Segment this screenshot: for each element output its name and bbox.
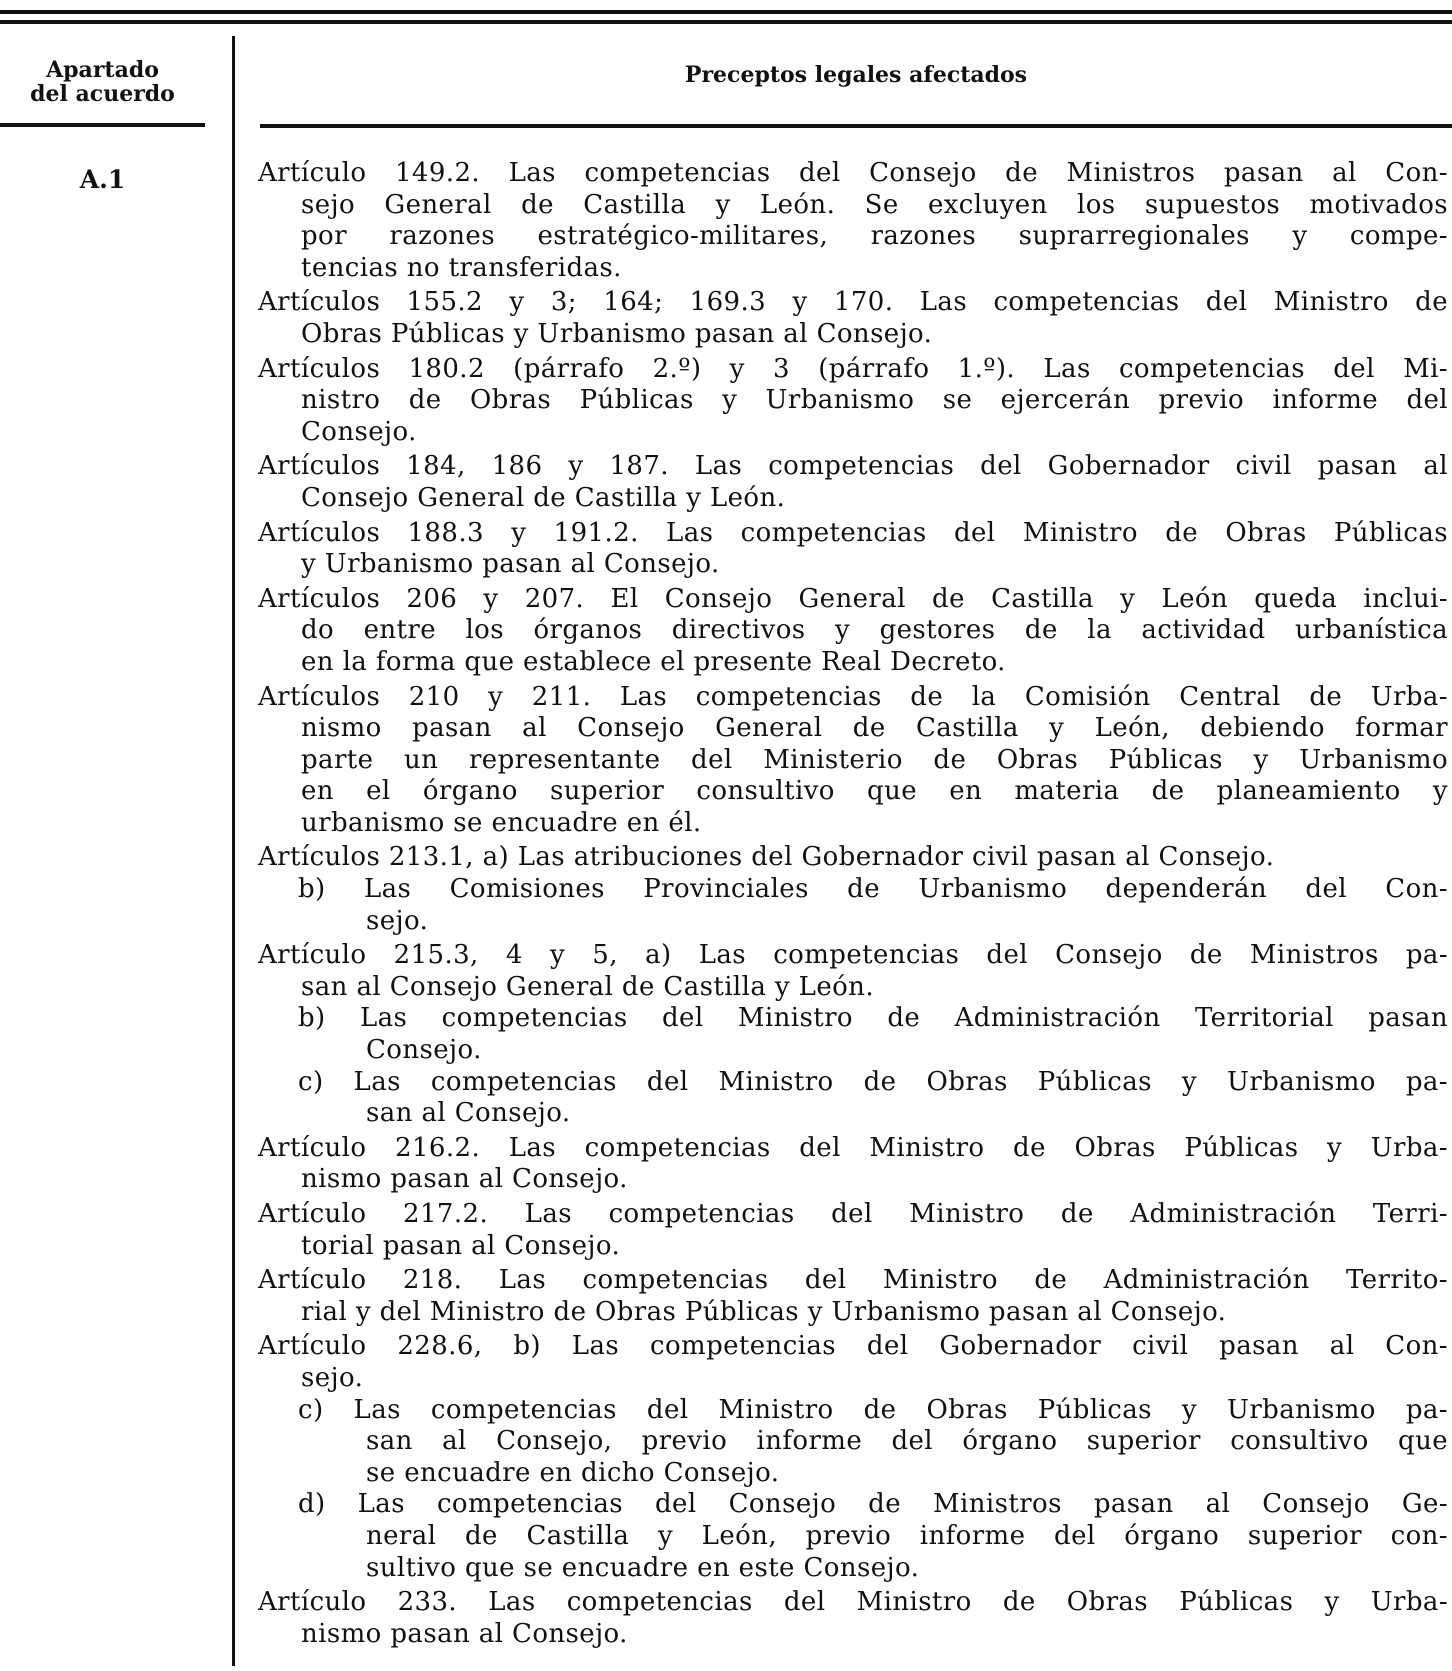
- text-line: b) Las competencias del Ministro de Administración Territorial pasan: [298, 1003, 1448, 1034]
- text-line: b) Las Comisiones Provinciales de Urbanismo dependerán del Con-: [298, 874, 1448, 905]
- text-line: Artículos 213.1, a) Las atribuciones del Gobernador civil pasan al Consejo.: [258, 842, 1275, 873]
- text-line: Artículo 218. Las competencias del Ministro de Administración Territo-: [258, 1265, 1448, 1296]
- precepto-subitem: [258, 1489, 1448, 1584]
- precepto-entry: [258, 584, 1448, 679]
- text-line: Artículos 184, 186 y 187. Las competencias del Gobernador civil pasan al: [258, 451, 1448, 482]
- text-line: sejo.: [301, 1362, 364, 1393]
- text-line: san al Consejo.: [366, 1098, 571, 1129]
- text-line: sejo.: [366, 905, 429, 936]
- precepto-entry: [258, 1587, 1448, 1650]
- header-line: del acuerdo: [30, 81, 175, 107]
- top-rule-1: [0, 10, 1452, 14]
- text-line: se encuadre en dicho Consejo.: [366, 1457, 780, 1488]
- precepto-subitem: [258, 874, 1448, 937]
- text-line: Artículo 233. Las competencias del Ministro de Obras Públicas y Urba-: [258, 1587, 1448, 1618]
- precepto-subitem: [258, 1003, 1448, 1066]
- precepto-entry: [258, 518, 1448, 581]
- text-line: Artículo 217.2. Las competencias del Ministro de Administración Terri-: [258, 1199, 1448, 1229]
- text-line: Artículo 228.6, b) Las competencias del Gobernador civil pasan al Con-: [258, 1331, 1448, 1362]
- text-line: y Urbanismo pasan al Consejo.: [301, 549, 720, 580]
- column-header-apartado: [0, 58, 205, 106]
- precepto-entry: [258, 940, 1448, 1130]
- text-line: nismo pasan al Consejo.: [301, 1618, 628, 1649]
- text-line: por razones estratégico-militares, razones suprarregionales y compe-: [301, 221, 1448, 252]
- text-line: tencias no transferidas.: [301, 252, 622, 283]
- precepto-entry: [258, 158, 1448, 284]
- text-line: d) Las competencias del Consejo de Ministros pasan al Consejo Ge-: [298, 1489, 1448, 1520]
- text-line: Artículos 210 y 211. Las competencias de la Comisión Central de Urba-: [258, 681, 1448, 712]
- text-line: c) Las competencias del Ministro de Obras Públicas y Urbanismo pa-: [298, 1394, 1448, 1425]
- text-line: Consejo.: [301, 416, 417, 447]
- header-line: Apartado: [46, 57, 159, 83]
- preceptos-list: [258, 158, 1448, 1653]
- precepto-entry: [258, 287, 1448, 350]
- precepto-entry: [258, 842, 1448, 937]
- precepto-subitem: [258, 1067, 1448, 1130]
- text-line: nismo pasan al Consejo General de Castilla y León, debiendo formar: [301, 713, 1448, 744]
- section-label: A.1: [79, 165, 126, 194]
- text-line: do entre los órganos directivos y gestores de la actividad urbanística: [301, 615, 1448, 646]
- text-line: Consejo General de Castilla y León.: [301, 482, 786, 513]
- text-line: parte un representante del Ministerio de Obras Públicas y Urbanismo: [301, 744, 1448, 775]
- text-line: urbanismo se encuadre en él.: [301, 807, 702, 838]
- text-line: san al Consejo General de Castilla y León.: [301, 971, 874, 1002]
- text-line: nistro de Obras Públicas y Urbanismo se ejercerán previo informe del: [301, 385, 1448, 416]
- text-line: Obras Públicas y Urbanismo pasan al Consejo.: [301, 318, 933, 349]
- text-line: Artículos 155.2 y 3; 164; 169.3 y 170. Las competencias del Ministro de: [258, 287, 1448, 318]
- precepto-entry: [258, 1199, 1448, 1262]
- text-line: Artículo 216.2. Las competencias del Ministro de Obras Públicas y Urba-: [258, 1132, 1448, 1163]
- column-header-preceptos: Preceptos legales afectados: [684, 62, 1028, 88]
- precepto-entry: [258, 1265, 1448, 1328]
- precepto-entry: [258, 1331, 1448, 1584]
- text-line: en la forma que establece el presente Real Decreto.: [301, 646, 1006, 677]
- top-rule-2: [0, 20, 1452, 24]
- text-line: Artículo 215.3, 4 y 5, a) Las competencias del Consejo de Ministros pa-: [258, 940, 1448, 971]
- text-line: sejo General de Castilla y León. Se excluyen los supuestos motivados: [301, 189, 1448, 220]
- text-line: Artículos 206 y 207. El Consejo General de Castilla y León queda inclui-: [258, 583, 1448, 614]
- text-line: en el órgano superior consultivo que en materia de planeamiento y: [301, 776, 1448, 807]
- text-line: c) Las competencias del Ministro de Obras Públicas y Urbanismo pa-: [298, 1066, 1448, 1097]
- text-line: Artículos 188.3 y 191.2. Las competencias del Ministro de Obras Públicas: [258, 517, 1448, 548]
- precepto-entry: [258, 1133, 1448, 1196]
- text-line: neral de Castilla y León, previo informe del órgano superior con-: [366, 1520, 1448, 1551]
- text-line: Artículos 180.2 (párrafo 2.º) y 3 (párrafo 1.º). Las competencias del Mi-: [258, 353, 1448, 384]
- header-rule-left: [0, 123, 205, 127]
- header-rule-right: [260, 124, 1452, 128]
- text-line: san al Consejo, previo informe del órgano superior consultivo que: [366, 1426, 1448, 1457]
- text-line: rial y del Ministro de Obras Públicas y Urbanismo pasan al Consejo.: [301, 1296, 1227, 1327]
- precepto-entry: [258, 682, 1448, 840]
- precepto-entry: [258, 354, 1448, 449]
- precepto-entry: [258, 451, 1448, 514]
- text-line: Consejo.: [366, 1035, 482, 1066]
- text-line: nismo pasan al Consejo.: [301, 1164, 628, 1195]
- precepto-subitem: [258, 1395, 1448, 1490]
- column-divider: [232, 36, 235, 1666]
- text-line: Artículo 149.2. Las competencias del Consejo de Ministros pasan al Con-: [258, 158, 1448, 188]
- text-line: sultivo que se encuadre en este Consejo.: [366, 1552, 920, 1583]
- text-line: torial pasan al Consejo.: [301, 1230, 621, 1261]
